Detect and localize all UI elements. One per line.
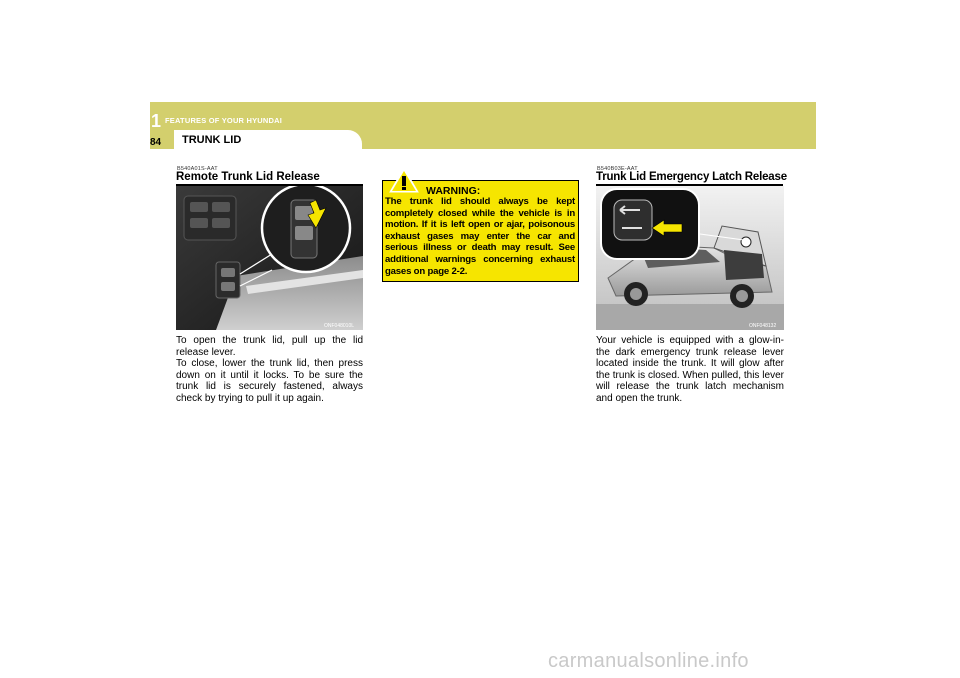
page-number: 84 [150,137,162,148]
trunk-photo [596,186,784,330]
chapter-number: 1 [151,111,162,131]
sedan-open-trunk-illustration [596,186,784,330]
right-section-code: B540B03E-AAT [597,166,638,172]
right-image-label: ONF048132 [749,323,777,329]
left-section-title: Remote Trunk Lid Release [176,171,320,183]
warning-title: WARNING: [426,185,481,197]
left-body-text: To open the trunk lid, pull up the lid release lever. To close, lower the trunk lid, then press down on it until it locks. To be sure the trunk lid is securely fastened, always check by trying to pull it up again. [176,335,363,404]
warning-text: The trunk lid should always be kept completely closed while the vehicle is in motion. If it is left open or ajar, poisonous exhaust gases may enter the car and serious illness or death may result. See additional warnings concerning exhaust gases on page 2-2. [385,196,575,277]
right-section-title: Trunk Lid Emergency Latch Release [596,171,787,183]
left-section-code: B540A01S-AAT [177,166,218,172]
door-switch-photo [176,186,363,330]
exclamation-icon [389,167,419,193]
chapter-title: FEATURES OF YOUR HYUNDAI [165,116,283,125]
section-title: TRUNK LID [182,134,242,146]
door-switch-illustration [176,186,363,330]
right-body-text: Your vehicle is equipped with a glow-in-the dark emergency trunk release lever located inside the trunk. It will glow after the trunk is closed. When pulled, this lever will release the trunk latch mechanism and open the trunk. [596,335,784,404]
left-image-label: ONF048010L [324,323,355,329]
site-watermark: carmanualsonline.info [548,650,749,672]
